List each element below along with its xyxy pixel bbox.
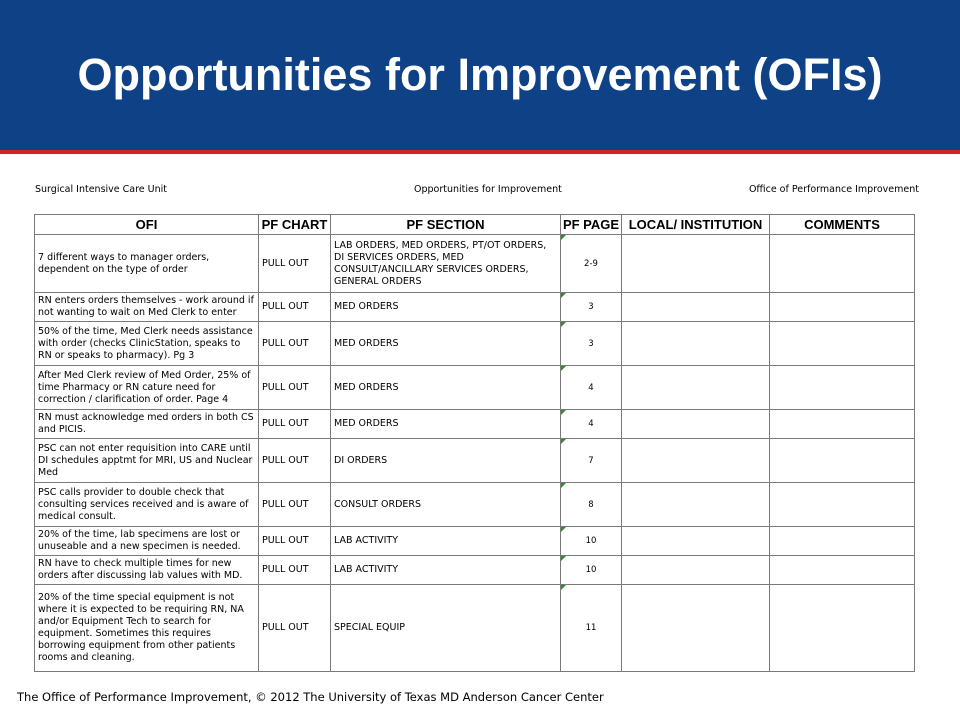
- ofi-cell: RN have to check multiple times for new orders after discussing lab values with MD.: [35, 556, 259, 585]
- pf-chart-cell: PULL OUT: [259, 293, 331, 322]
- column-header-pf-chart: PF CHART: [259, 215, 331, 235]
- pf-section-cell: LAB ACTIVITY: [331, 527, 561, 556]
- pf-chart-cell: PULL OUT: [259, 366, 331, 410]
- office-name: Office of Performance Improvement: [748, 184, 919, 195]
- comments-cell: [770, 483, 915, 527]
- pf-chart-cell: PULL OUT: [259, 483, 331, 527]
- ofi-cell: After Med Clerk review of Med Order, 25% of time Pharmacy or RN cature need for correction / clarification of order. Page 4: [35, 366, 259, 410]
- pf-chart-cell: PULL OUT: [259, 410, 331, 439]
- ofi-cell: 7 different ways to manager orders, dependent on the type of order: [35, 235, 259, 293]
- ofi-cell: PSC can not enter requisition into CARE until DI schedules apptmt for MRI, US and Nuclear Med: [35, 439, 259, 483]
- table-row: [35, 483, 915, 527]
- ofi-cell: RN enters orders themselves - work around if not wanting to wait on Med Clerk to enter: [35, 293, 259, 322]
- pf-section-cell: CONSULT ORDERS: [331, 483, 561, 527]
- pf-page-cell: 7: [561, 439, 622, 483]
- comments-cell: [770, 410, 915, 439]
- table-row: [35, 410, 915, 439]
- comments-cell: [770, 366, 915, 410]
- pf-page-cell: 3: [561, 322, 622, 366]
- pf-section-cell: SPECIAL EQUIP: [331, 585, 561, 672]
- slide-title: Opportunities for Improvement (OFIs): [77, 49, 883, 100]
- comments-cell: [770, 527, 915, 556]
- pf-section-cell: LAB ORDERS, MED ORDERS, PT/OT ORDERS, DI SERVICES ORDERS, MED CONSULT/ANCILLARY SERVICES ORDERS, GENERAL ORDERS: [331, 235, 561, 293]
- pf-chart-cell: PULL OUT: [259, 235, 331, 293]
- sheet-title: Opportunities for Improvement: [414, 184, 562, 195]
- pf-section-cell: MED ORDERS: [331, 366, 561, 410]
- table-row: [35, 439, 915, 483]
- pf-chart-cell: PULL OUT: [259, 322, 331, 366]
- table-row: [35, 556, 915, 585]
- pf-page-cell: 4: [561, 410, 622, 439]
- table-row: [35, 322, 915, 366]
- table-row: [35, 366, 915, 410]
- ofi-table: [34, 214, 915, 672]
- pf-page-cell: 3: [561, 293, 622, 322]
- local-institution-cell: [622, 527, 770, 556]
- local-institution-cell: [622, 410, 770, 439]
- table-row: [35, 585, 915, 672]
- comments-cell: [770, 322, 915, 366]
- comments-cell: [770, 585, 915, 672]
- banner-accent-line: [0, 150, 960, 154]
- ofi-cell: PSC calls provider to double check that consulting services received and is aware of medical consult.: [35, 483, 259, 527]
- local-institution-cell: [622, 366, 770, 410]
- local-institution-cell: [622, 556, 770, 585]
- pf-page-cell: 10: [561, 527, 622, 556]
- ofi-cell: 50% of the time, Med Clerk needs assistance with order (checks ClinicStation, speaks to RN or speaks to pharmacy). Pg 3: [35, 322, 259, 366]
- comments-cell: [770, 556, 915, 585]
- local-institution-cell: [622, 293, 770, 322]
- column-header-pf-section: PF SECTION: [331, 215, 561, 235]
- local-institution-cell: [622, 439, 770, 483]
- pf-page-cell: 10: [561, 556, 622, 585]
- column-header-pf-page: PF PAGE: [561, 215, 622, 235]
- pf-chart-cell: PULL OUT: [259, 439, 331, 483]
- comments-cell: [770, 439, 915, 483]
- ofi-cell: RN must acknowledge med orders in both CS and PICIS.: [35, 410, 259, 439]
- column-header-ofi: OFI: [35, 215, 259, 235]
- pf-chart-cell: PULL OUT: [259, 585, 331, 672]
- column-header-comments: COMMENTS: [770, 215, 915, 235]
- pf-section-cell: MED ORDERS: [331, 410, 561, 439]
- pf-section-cell: MED ORDERS: [331, 293, 561, 322]
- pf-page-cell: 11: [561, 585, 622, 672]
- table-header-row: [35, 215, 915, 235]
- pf-page-cell: 4: [561, 366, 622, 410]
- comments-cell: [770, 293, 915, 322]
- column-header-local-institution: LOCAL/ INSTITUTION: [622, 215, 770, 235]
- local-institution-cell: [622, 585, 770, 672]
- unit-name: Surgical Intensive Care Unit: [35, 184, 168, 195]
- copyright-footer: The Office of Performance Improvement, © 2012 The University of Texas MD Anderson Cancer Center: [17, 690, 604, 704]
- pf-chart-cell: PULL OUT: [259, 556, 331, 585]
- local-institution-cell: [622, 322, 770, 366]
- comments-cell: [770, 235, 915, 293]
- local-institution-cell: [622, 235, 770, 293]
- table-row: [35, 527, 915, 556]
- pf-section-cell: DI ORDERS: [331, 439, 561, 483]
- ofi-cell: 20% of the time, lab specimens are lost or unuseable and a new specimen is needed.: [35, 527, 259, 556]
- table-row: [35, 293, 915, 322]
- pf-section-cell: LAB ACTIVITY: [331, 556, 561, 585]
- ofi-cell: 20% of the time special equipment is not where it is expected to be requiring RN, NA and/or Equipment Tech to search for equipment. Sometimes this requires borrowing equipment from other patients rooms and cleaning.: [35, 585, 259, 672]
- local-institution-cell: [622, 483, 770, 527]
- pf-section-cell: MED ORDERS: [331, 322, 561, 366]
- pf-chart-cell: PULL OUT: [259, 527, 331, 556]
- table-row: [35, 235, 915, 293]
- pf-page-cell: 8: [561, 483, 622, 527]
- pf-page-cell: 2-9: [561, 235, 622, 293]
